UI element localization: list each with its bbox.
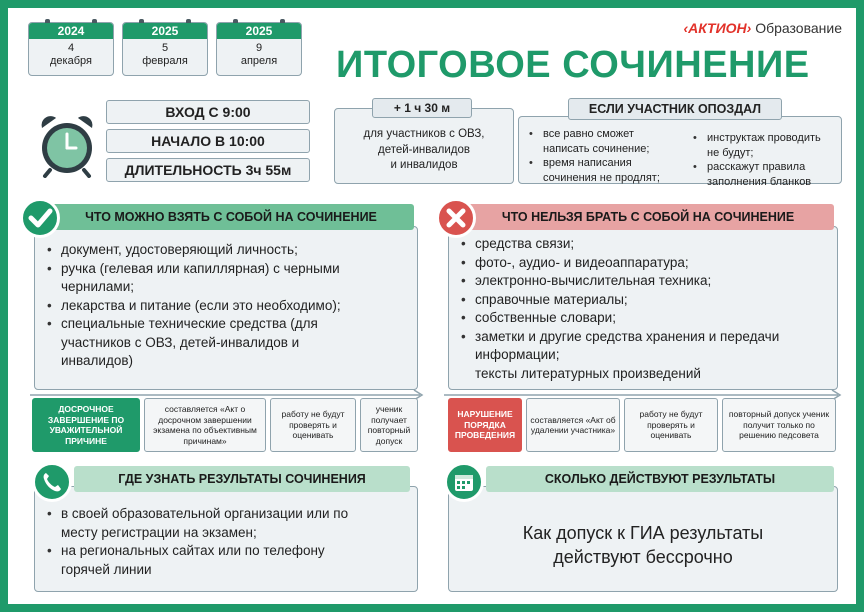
results-list	[47, 505, 413, 579]
forbidden-item: • электронно-вычислительная техника;	[461, 272, 835, 291]
allowed-section	[34, 226, 418, 390]
start-time: НАЧАЛО В 10:00	[106, 129, 310, 153]
poster-sheet	[8, 8, 856, 604]
early-step-4: ученик получает повторный допуск	[360, 398, 418, 452]
logo	[683, 20, 842, 36]
late-box	[518, 116, 842, 188]
validity-section	[448, 486, 838, 592]
validity-line-2: действуют бессрочно	[553, 547, 733, 567]
date-card-3	[216, 22, 302, 76]
page-title: ИТОГОВОЕ СОЧИНЕНИЕ	[336, 44, 810, 86]
allowed-item: • лекарства и питание (если это необходимо);	[47, 297, 413, 316]
forbidden-section	[448, 226, 838, 390]
duration: ДЛИТЕЛЬНОСТЬ 3ч 55м	[106, 158, 310, 182]
early-step-3: работу не будут проверять и оценивать	[270, 398, 356, 452]
violation-step-4: повторный допуск ученик получит только по решению педсовета	[722, 398, 836, 452]
violation-step-1: НАРУШЕНИЕ ПОРЯДКА ПРОВЕДЕНИЯ	[448, 398, 522, 452]
violation-step-2: составляется «Акт об удалении участника»	[526, 398, 620, 452]
forbidden-item: • заметки и другие средства хранения и передачи информации; тексты литературных произведений	[461, 328, 835, 384]
results-item: • на региональных сайтах или по телефону горячей линии	[47, 542, 413, 579]
date-day: 9	[255, 42, 263, 54]
forbidden-title: ЧТО НЕЛЬЗЯ БРАТЬ С СОБОЙ НА СОЧИНЕНИЕ	[462, 204, 834, 230]
extra-time-label: + 1 ч 30 м	[372, 98, 472, 118]
allowed-item: • специальные технические средства (для участников с ОВЗ, детей-инвалидов и инвалидов)	[47, 315, 413, 371]
entry-time: ВХОД С 9:00	[106, 100, 310, 124]
logo-brand: ‹АКТИОН›	[683, 20, 752, 36]
violation-step-3: работу не будут проверять и оценивать	[624, 398, 718, 452]
extra-line-3: и инвалидов	[390, 159, 458, 171]
allowed-item: • ручка (гелевая или капиллярная) с черными чернилами;	[47, 260, 413, 297]
results-item: • в своей образовательной организации или по месту регистрации на экзамен;	[47, 505, 413, 542]
date-day: 5	[161, 42, 169, 54]
allowed-item: • документ, удостоверяющий личность;	[47, 241, 413, 260]
forbidden-item: • справочные материалы;	[461, 291, 835, 310]
extra-line-1: для участников с ОВЗ,	[363, 128, 485, 140]
forbidden-item: • фото-, аудио- и видеоаппаратура;	[461, 254, 835, 273]
date-month: февраля	[142, 55, 188, 67]
date-year: 2025	[123, 23, 207, 39]
forbidden-item: • собственные словари;	[461, 309, 835, 328]
date-year: 2024	[29, 23, 113, 39]
early-step-2: составляется «Акт о досрочном завершении экзамена по объективным причинам»	[144, 398, 266, 452]
early-step-1: ДОСРОЧНОЕ ЗАВЕРШЕНИЕ ПО УВАЖИТЕЛЬНОЙ ПРИЧИНЕ	[32, 398, 140, 452]
date-day: 4	[67, 42, 75, 54]
date-card-2	[122, 22, 208, 76]
checkmark-icon	[20, 198, 60, 238]
validity-line-1: Как допуск к ГИА результаты	[522, 523, 764, 543]
cross-icon	[436, 198, 476, 238]
results-title: ГДЕ УЗНАТЬ РЕЗУЛЬТАТЫ СОЧИНЕНИЯ	[74, 466, 410, 492]
allowed-title: ЧТО МОЖНО ВЗЯТЬ С СОБОЙ НА СОЧИНЕНИЕ	[48, 204, 414, 230]
logo-text: Образование	[755, 20, 842, 36]
date-card-1	[28, 22, 114, 76]
late-list-2: • инструктаж проводить не будут; • расскажут правила заполнения бланков	[693, 131, 839, 189]
results-section	[34, 486, 418, 592]
extra-line-2: детей-инвалидов	[377, 143, 470, 156]
date-month: апреля	[240, 55, 278, 67]
date-year: 2025	[217, 23, 301, 39]
phone-icon	[32, 462, 72, 502]
validity-title: СКОЛЬКО ДЕЙСТВУЮТ РЕЗУЛЬТАТЫ	[486, 466, 834, 492]
extra-time-box	[334, 108, 514, 184]
late-list-1: • все равно сможет написать сочинение; • время написания сочинения не продлят;	[529, 127, 689, 185]
date-month: декабря	[50, 55, 92, 67]
alarm-clock-icon	[36, 112, 98, 178]
calendar-icon	[444, 462, 484, 502]
late-title: ЕСЛИ УЧАСТНИК ОПОЗДАЛ	[568, 98, 782, 120]
allowed-list	[47, 241, 413, 371]
forbidden-list	[461, 235, 835, 383]
forbidden-item: • средства связи;	[461, 235, 835, 254]
